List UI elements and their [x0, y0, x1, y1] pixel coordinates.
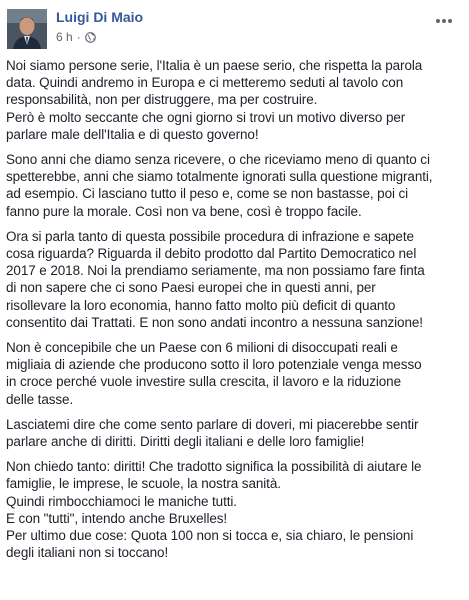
- post-text-line: Quindi rimbocchiamoci le maniche tutti.: [6, 493, 237, 509]
- post-text-line: Sono anni che diamo senza ricevere, o che riceviamo meno di quanto ci: [6, 152, 430, 168]
- post-text-line: di non sapere che ci sono Paesi europei che in questi anni, per: [6, 280, 376, 296]
- post-text-line: Però è molto seccante che ogni giorno si trovi un motivo diverso per: [6, 109, 406, 125]
- post-text-line: E con "tutti", intendo anche Bruxelles!: [6, 510, 228, 526]
- post-paragraph: [6, 416, 461, 450]
- post-text-line: Per ultimo due cose: Quota 100 non si tocca e, sia chiaro, le pensioni: [6, 528, 414, 544]
- post-text-line: Non chiedo tanto: diritti! Che tradotto significa la possibilità di aiutare le: [6, 459, 422, 475]
- post-text-line: ad esempio. Ci lasciano tutto il peso e, come se non bastasse, poi ci: [6, 186, 409, 202]
- post-text-line: parlare male dell'Italia e di questo governo!: [6, 126, 259, 142]
- meta-separator: ·: [76, 30, 81, 44]
- post-text-line: delle tasse.: [6, 391, 74, 407]
- post-text-line: risollevare la loro economia, hanno fatto molto più deficit di quanto: [6, 297, 396, 313]
- post-paragraph: [6, 57, 461, 143]
- post-paragraph: [6, 151, 461, 220]
- post-text-line: Lasciatemi dire che come sento parlare di doveri, mi piacerebbe sentir: [6, 416, 419, 432]
- post-timestamp[interactable]: 6 h: [56, 30, 73, 44]
- avatar[interactable]: [7, 9, 47, 49]
- post-text: [6, 57, 461, 569]
- post-text-line: Noi siamo persone serie, l'Italia è un paese serio, che rispetta la parola: [6, 58, 423, 73]
- post-text-line: consentito dai Trattati. E non sono andati incontro a nessuna sanzione!: [6, 314, 423, 330]
- post-text-line: 2017 e 2018. Noi la prendiamo seriamente, ma non possiamo fare finta: [6, 263, 425, 279]
- post-text-line: migliaia di aziende che producono sotto il loro potenziale venga messo: [6, 357, 422, 373]
- post-text-line: cosa riguarda? Riguarda il debito prodotto dal Partito Democratico nel: [6, 246, 417, 262]
- post-text-line: degli italiani non si toccano!: [6, 545, 169, 561]
- post-text-line: responsabilità, non per distruggere, ma per costruire.: [6, 92, 318, 108]
- post-paragraph: [6, 339, 461, 408]
- post-text-line: spetterebbe, anni che siamo totalmente ignorati sulla questione migranti,: [6, 169, 433, 185]
- post-text-line: famiglie, le imprese, le scuole, la nostra sanità.: [6, 476, 281, 492]
- post-meta: [56, 30, 96, 44]
- post-paragraph: [6, 228, 461, 331]
- globe-icon[interactable]: [85, 32, 96, 43]
- post-paragraph: [6, 458, 461, 561]
- post-text-line: Non è concepibile che un Paese con 6 milioni di disoccupati reali e: [6, 340, 398, 356]
- more-options-icon[interactable]: [433, 14, 455, 28]
- post-text-line: Ora si parla tanto di questa possibile procedura di infrazione e sapete: [6, 228, 414, 244]
- post-header: [6, 6, 459, 50]
- post-text-line: data. Quindi andremo in Europa e ci metteremo seduti al tavolo con: [6, 75, 404, 91]
- post-text-line: in croce perché vuole investire sulla crescita, il lavoro e la riduzione: [6, 374, 401, 390]
- author-name[interactable]: Luigi Di Maio: [56, 9, 144, 25]
- post-text-line: fanno pure la morale. Così non va bene, così è troppo facile.: [6, 203, 362, 219]
- post-text-line: parlare anche di diritti. Diritti degli italiani e delle loro famiglie!: [6, 434, 365, 450]
